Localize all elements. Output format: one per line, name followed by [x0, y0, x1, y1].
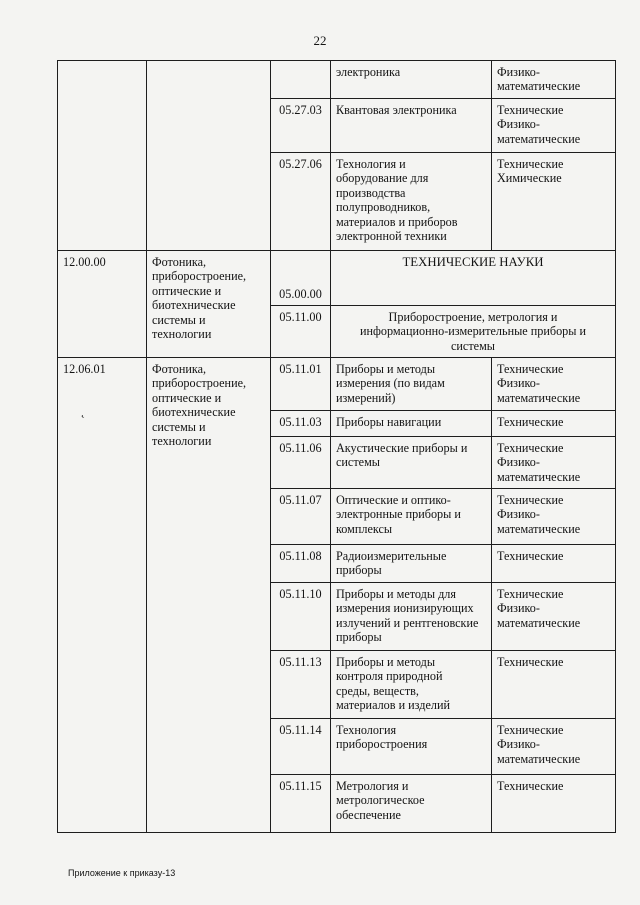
science-branches-cell: Технические: [492, 411, 616, 437]
science-branches-cell: Физико- математические: [492, 61, 616, 99]
specialty-topic-cell: Приборы и методы контроля природной среды, веществ, материалов и изделий: [331, 651, 492, 719]
specialties-table: [57, 60, 616, 833]
science-branches-cell: Технические Физико- математические: [492, 437, 616, 489]
specialty-code-cell: 05.27.03: [271, 99, 331, 153]
footer-note: Приложение к приказу-13: [68, 868, 176, 878]
specialty-topic-cell: Квантовая электроника: [331, 99, 492, 153]
specialty-topic-cell: электроника: [331, 61, 492, 99]
specialty-topic-cell: Метрология и метрологическое обеспечение: [331, 775, 492, 833]
direction-code-cell: 12.06.01: [58, 358, 147, 833]
subfield-name-cell: Приборостроение, метрология и информационно-измерительные приборы и системы: [331, 306, 616, 358]
field-code-cell: 05.00.00: [271, 251, 331, 306]
stray-mark: ˛: [81, 404, 85, 418]
direction-name-cell: Фотоника, приборостроение, оптические и биотехнические системы и технологии: [147, 251, 271, 358]
science-branches-cell: Технические: [492, 775, 616, 833]
specialty-code-cell: 05.11.06: [271, 437, 331, 489]
science-branches-cell: Технические Химические: [492, 153, 616, 251]
specialty-topic-cell: Технология и оборудование для производства полупроводников, материалов и приборов электронной техники: [331, 153, 492, 251]
science-branches-cell: Технические Физико- математические: [492, 583, 616, 651]
science-branches-cell: Технические: [492, 651, 616, 719]
specialty-code-cell: [271, 61, 331, 99]
specialty-code-cell: 05.27.06: [271, 153, 331, 251]
direction-name-cell: Фотоника, приборостроение, оптические и биотехнические системы и технологии: [147, 358, 271, 833]
specialty-code-cell: 05.11.13: [271, 651, 331, 719]
specialty-topic-cell: Приборы навигации: [331, 411, 492, 437]
specialty-topic-cell: Акустические приборы и системы: [331, 437, 492, 489]
specialty-topic-cell: Технология приборостроения: [331, 719, 492, 775]
page-number: 22: [313, 33, 327, 48]
empty-cell: [58, 61, 147, 251]
science-branches-cell: Технические Физико- математические: [492, 358, 616, 411]
specialty-code-cell: 05.11.03: [271, 411, 331, 437]
field-name-cell: ТЕХНИЧЕСКИЕ НАУКИ: [331, 251, 616, 306]
direction-code-cell: 12.00.00: [58, 251, 147, 358]
specialty-topic-cell: Оптические и оптико- электронные приборы и комплексы: [331, 489, 492, 545]
specialty-code-cell: 05.11.08: [271, 545, 331, 583]
specialty-code-cell: 05.11.10: [271, 583, 331, 651]
specialty-code-cell: 05.11.07: [271, 489, 331, 545]
science-branches-cell: Технические: [492, 545, 616, 583]
specialty-topic-cell: Приборы и методы измерения (по видам измерений): [331, 358, 492, 411]
specialty-topic-cell: Радиоизмерительные приборы: [331, 545, 492, 583]
specialty-code-cell: 05.11.14: [271, 719, 331, 775]
specialty-topic-cell: Приборы и методы для измерения ионизирующих излучений и рентгеновские приборы: [331, 583, 492, 651]
science-branches-cell: Технические Физико- математические: [492, 99, 616, 153]
empty-cell: [147, 61, 271, 251]
table-row: [58, 358, 616, 411]
specialty-code-cell: 05.11.01: [271, 358, 331, 411]
table-row: [58, 61, 616, 99]
specialty-code-cell: 05.11.15: [271, 775, 331, 833]
subfield-code-cell: 05.11.00: [271, 306, 331, 358]
table-row: [58, 251, 616, 306]
science-branches-cell: Технические Физико- математические: [492, 719, 616, 775]
science-branches-cell: Технические Физико- математические: [492, 489, 616, 545]
